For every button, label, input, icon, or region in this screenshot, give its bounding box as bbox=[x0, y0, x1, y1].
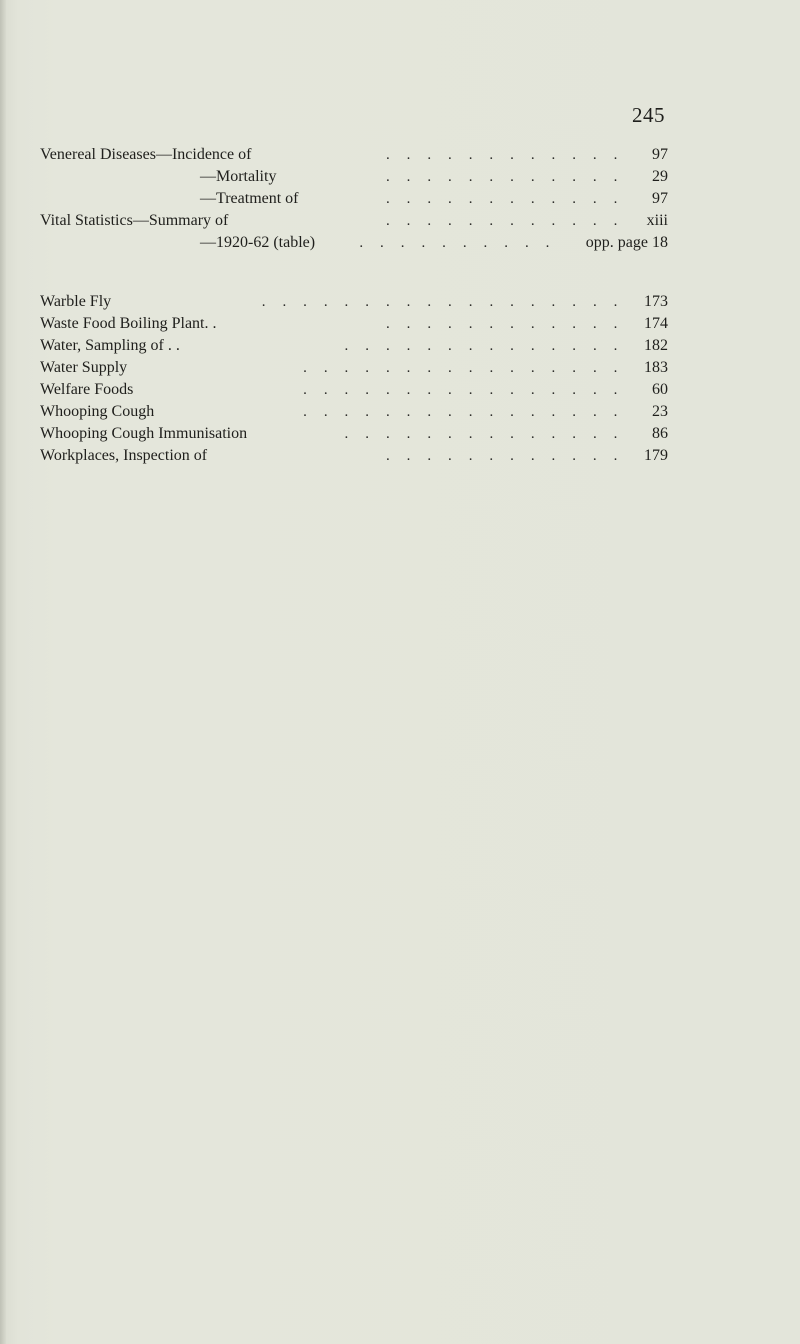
index-entry bbox=[40, 210, 668, 232]
entry-page-ref: 182 bbox=[644, 337, 668, 354]
entry-page-ref: 173 bbox=[644, 293, 668, 310]
dot-leader: . . . . . . . . . . . . . . . . bbox=[303, 360, 624, 376]
entry-label: Whooping Cough bbox=[40, 403, 155, 420]
entry-page-ref: 29 bbox=[652, 168, 668, 185]
entry-label: —Treatment of bbox=[200, 190, 299, 207]
index-entry bbox=[40, 313, 668, 335]
entry-page-ref: 97 bbox=[652, 146, 668, 163]
dot-leader: . . . . . . . . . . . . . . . . bbox=[303, 404, 624, 420]
entry-page-ref: xiii bbox=[646, 212, 668, 229]
dot-leader: . . . . . . . . . . . . bbox=[385, 191, 624, 207]
dot-leader: . . . . . . . . . . bbox=[359, 235, 556, 251]
index-entry bbox=[40, 291, 668, 313]
entry-label: —1920-62 (table) bbox=[200, 234, 316, 251]
dot-leader: . . . . . . . . . . . . bbox=[385, 448, 624, 464]
entry-label: Warble Fly bbox=[40, 293, 112, 310]
index-entry bbox=[40, 379, 668, 401]
entry-page-ref: 174 bbox=[644, 315, 668, 332]
dot-leader: . . . . . . . . . . . . . . bbox=[344, 338, 624, 354]
page-binding-edge bbox=[0, 0, 6, 1344]
entry-label: Water Supply bbox=[40, 359, 128, 376]
dot-leader: . . . . . . . . . . . . bbox=[385, 316, 624, 332]
index-section-w bbox=[40, 291, 668, 467]
dot-leader: . . . . . . . . . . . . . . . . bbox=[303, 382, 624, 398]
entry-label: Workplaces, Inspection of bbox=[40, 447, 208, 464]
entry-page-ref: 97 bbox=[652, 190, 668, 207]
entry-label: Vital Statistics—Summary of bbox=[40, 212, 229, 229]
dot-leader: . . . . . . . . . . . . . . . . . . bbox=[261, 294, 624, 310]
index-entry bbox=[40, 423, 668, 445]
index-entry bbox=[40, 335, 668, 357]
index-entry bbox=[40, 188, 668, 210]
index-section-v bbox=[40, 144, 668, 254]
entry-page-ref: 23 bbox=[652, 403, 668, 420]
dot-leader: . . . . . . . . . . . . . . bbox=[344, 426, 624, 442]
entry-label: Water, Sampling of . . bbox=[40, 337, 180, 354]
dot-leader: . . . . . . . . . . . . bbox=[385, 169, 624, 185]
dot-leader: . . . . . . . . . . . . bbox=[385, 213, 624, 229]
index-entry bbox=[40, 401, 668, 423]
entry-page-ref: 60 bbox=[652, 381, 668, 398]
entry-page-ref: opp. page 18 bbox=[585, 234, 668, 251]
index-entry bbox=[40, 166, 668, 188]
page-number: 245 bbox=[632, 103, 665, 127]
index-entry bbox=[40, 445, 668, 467]
index-entry bbox=[40, 144, 668, 166]
dot-leader: . . . . . . . . . . . . bbox=[385, 147, 624, 163]
entry-label: Waste Food Boiling Plant. . bbox=[40, 315, 217, 332]
entry-label: Welfare Foods bbox=[40, 381, 134, 398]
entry-page-ref: 86 bbox=[652, 425, 668, 442]
entry-page-ref: 179 bbox=[644, 447, 668, 464]
index-entry bbox=[40, 232, 668, 254]
entry-page-ref: 183 bbox=[644, 359, 668, 376]
index-entry bbox=[40, 357, 668, 379]
entry-label: Whooping Cough Immunisation bbox=[40, 425, 248, 442]
entry-label: —Mortality bbox=[200, 168, 277, 185]
entry-label: Venereal Diseases—Incidence of bbox=[40, 146, 252, 163]
